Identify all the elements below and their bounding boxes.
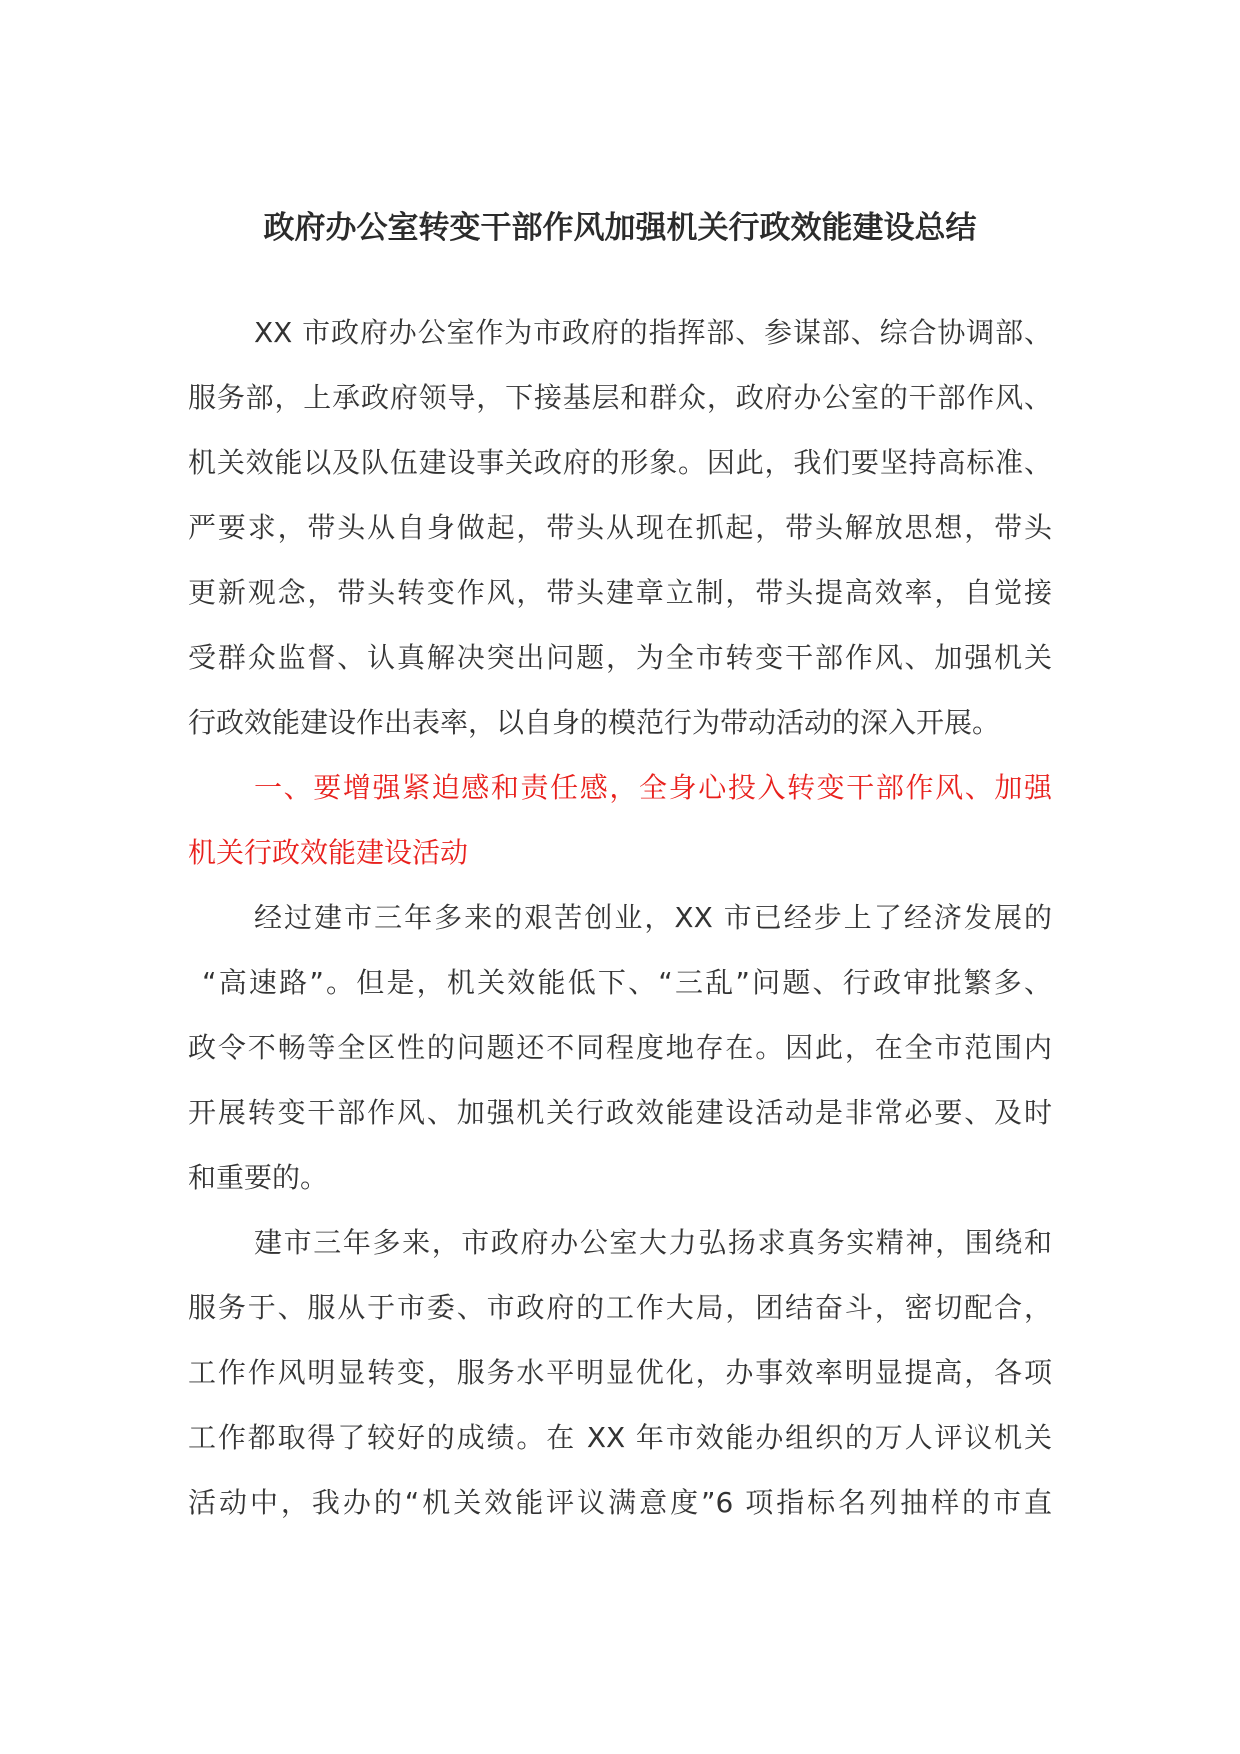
- paragraph-line: 开展转变干部作风、加强机关行政效能建设活动是非常必要、及时: [188, 1096, 1052, 1129]
- paragraph-line: 受群众监督、认真解决突出问题，为全市转变干部作风、加强机关: [188, 641, 1052, 674]
- document-body: [188, 300, 1052, 1535]
- paragraph-line: 机关效能以及队伍建设事关政府的形象。因此，我们要坚持高标准、: [188, 446, 1052, 479]
- paragraph-line: 建市三年多来，市政府办公室大力弘扬求真务实精神，围绕和: [254, 1226, 1052, 1259]
- paragraph-line: 工作作风明显转变，服务水平明显优化，办事效率明显提高，各项: [188, 1356, 1052, 1389]
- heading-line: 机关行政效能建设活动: [188, 836, 469, 869]
- paragraph-line: 政令不畅等全区性的问题还不同程度地存在。因此，在全市范围内: [188, 1031, 1052, 1064]
- paragraph-line: 经过建市三年多来的艰苦创业，XX 市已经步上了经济发展的: [254, 901, 1052, 934]
- paragraph-line: 严要求，带头从自身做起，带头从现在抓起，带头解放思想，带头: [188, 511, 1052, 544]
- paragraph-development: [188, 885, 1052, 1210]
- paragraph-line: 服务部，上承政府领导，下接基层和群众，政府办公室的干部作风、: [188, 381, 1052, 414]
- paragraph-line: 更新观念，带头转变作风，带头建章立制，带头提高效率，自觉接: [188, 576, 1052, 609]
- heading-line: 一、要增强紧迫感和责任感，全身心投入转变干部作风、加强: [254, 771, 1052, 804]
- document-title: 政府办公室转变干部作风加强机关行政效能建设总结: [263, 210, 977, 246]
- paragraph-line: 行政效能建设作出表率，以自身的模范行为带动活动的深入开展。: [188, 706, 1001, 739]
- paragraph-line: 和重要的。: [188, 1161, 329, 1194]
- section-heading-1: [188, 755, 1052, 885]
- paragraph-intro: [188, 300, 1052, 755]
- paragraph-achievements: [188, 1210, 1052, 1535]
- paragraph-line: 工作都取得了较好的成绩。在 XX 年市效能办组织的万人评议机关: [188, 1421, 1052, 1454]
- paragraph-line: “高速路”。但是，机关效能低下、“三乱”问题、行政审批繁多、: [202, 966, 1052, 999]
- paragraph-line: XX 市政府办公室作为市政府的指挥部、参谋部、综合协调部、: [254, 316, 1052, 349]
- paragraph-line: 服务于、服从于市委、市政府的工作大局，团结奋斗，密切配合，: [188, 1291, 1052, 1324]
- paragraph-line: 活动中，我办的“机关效能评议满意度”6 项指标名列抽样的市直: [188, 1486, 1052, 1519]
